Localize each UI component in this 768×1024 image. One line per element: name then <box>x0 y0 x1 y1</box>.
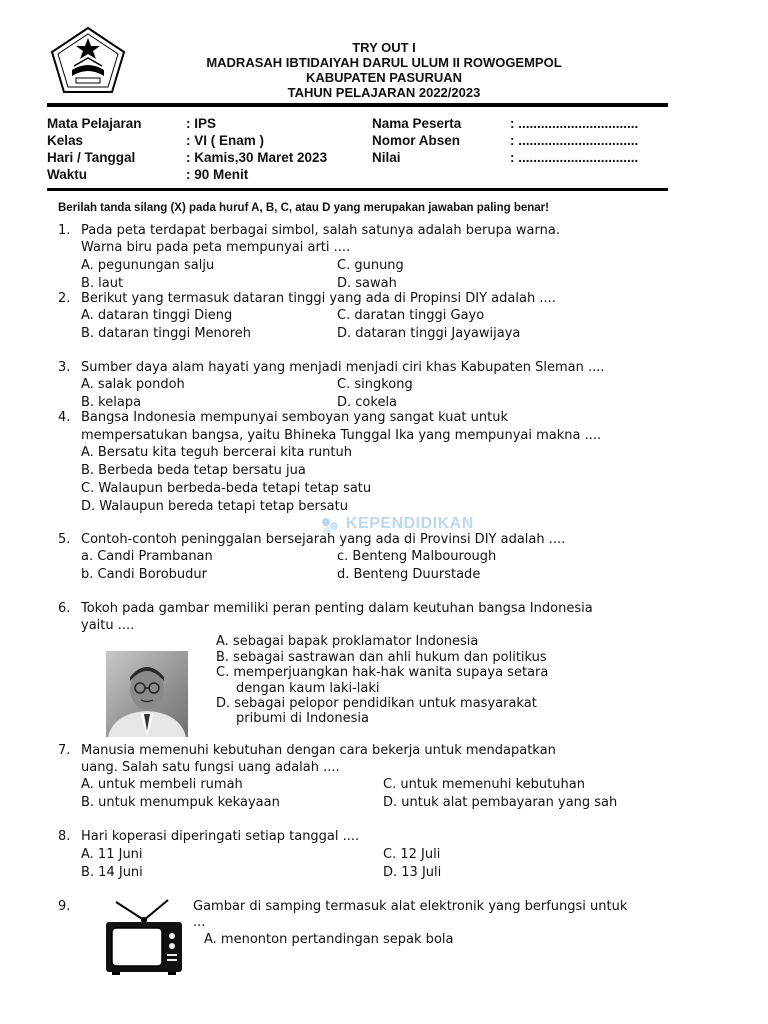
option-b: B. untuk menumpuk kekayaan <box>81 795 280 810</box>
score-label: Nilai <box>372 150 401 165</box>
question-number: 4. <box>58 410 71 425</box>
subject-label: Mata Pelajaran <box>47 116 142 131</box>
option-a: A. dataran tinggi Dieng <box>81 308 233 323</box>
option-c: C. 12 Juli <box>383 847 441 862</box>
student-name-label: Nama Peserta <box>372 116 462 131</box>
option-b: B. laut <box>81 276 124 291</box>
option-b: B. kelapa <box>81 395 142 410</box>
question-number: 2. <box>58 291 71 306</box>
time-label: Waktu <box>47 167 87 182</box>
option-c-continued: dengan kaum laki-laki <box>236 681 380 696</box>
question-text: Pada peta terdapat berbagai simbol, salah satunya adalah berupa warna. <box>81 223 560 238</box>
instruction-text: Berilah tanda silang (X) pada huruf A, B, C, atau D yang merupakan jawaban paling benar! <box>58 202 549 214</box>
question-number: 7. <box>58 743 71 758</box>
question-number: 8. <box>58 829 71 844</box>
option-a: A. untuk membeli rumah <box>81 777 243 792</box>
option-a: A. sebagai bapak proklamator Indonesia <box>216 634 479 649</box>
option-c: C. untuk memenuhi kebutuhan <box>383 777 585 792</box>
student-name-field: : ................................ <box>510 116 639 131</box>
time-value: : 90 Menit <box>186 167 249 182</box>
question-text: Manusia memenuhi kebutuhan dengan cara bekerja untuk mendapatkan <box>81 743 556 758</box>
television-icon <box>102 898 186 976</box>
option-c: C. memperjuangkan hak-hak wanita supaya setara <box>216 665 549 680</box>
option-b: B. dataran tinggi Menoreh <box>81 326 252 341</box>
question-text: Warna biru pada peta mempunyai arti .... <box>81 240 351 255</box>
option-d: D. sawah <box>337 276 397 291</box>
absence-number-label: Nomor Absen <box>372 133 461 148</box>
option-b: B. Berbeda beda tetap bersatu jua <box>81 463 306 478</box>
class-label: Kelas <box>47 133 84 148</box>
option-c: c. Benteng Malbourough <box>337 549 497 564</box>
date-value: : Kamis,30 Maret 2023 <box>186 150 328 165</box>
option-d: d. Benteng Duurstade <box>337 567 481 582</box>
question-text: ... <box>193 915 206 930</box>
question-number: 3. <box>58 360 71 375</box>
score-field: : ................................ <box>510 150 639 165</box>
question-number: 6. <box>58 601 71 616</box>
question-text: Gambar di samping termasuk alat elektronik yang berfungsi untuk <box>193 899 628 914</box>
question-text: Bangsa Indonesia mempunyai semboyan yang sangat kuat untuk <box>81 410 508 425</box>
header-school-name: MADRASAH IBTIDAIYAH DARUL ULUM II ROWOGEMPOL <box>206 55 562 70</box>
question-text: mempersatukan bangsa, yaitu Bhineka Tunggal Ika yang mempunyai makna .... <box>81 428 602 443</box>
option-a: A. 11 Juni <box>81 847 143 862</box>
option-c: C. Walaupun berbeda-beda tetapi tetap satu <box>81 481 372 496</box>
date-label: Hari / Tanggal <box>47 150 136 165</box>
option-d: D. sebagai pelopor pendidikan untuk masyarakat <box>216 696 537 711</box>
option-d: D. Walaupun bereda tetapi tetap bersatu <box>81 499 348 514</box>
header-school-year: TAHUN PELAJARAN 2022/2023 <box>287 85 481 100</box>
absence-number-field: : ................................ <box>510 133 639 148</box>
watermark-text: KEPENDIDIKAN <box>346 515 474 532</box>
option-d: D. 13 Juli <box>383 865 442 880</box>
question-number: 1. <box>58 223 71 238</box>
option-d: D. dataran tinggi Jayawijaya <box>337 326 521 341</box>
class-value: : VI ( Enam ) <box>186 133 265 148</box>
option-a: a. Candi Prambanan <box>81 549 213 564</box>
header-tryout: TRY OUT I <box>352 40 416 55</box>
question-number: 9. <box>58 899 71 914</box>
option-b: B. sebagai sastrawan dan ahli hukum dan politikus <box>216 650 547 665</box>
question-text: Hari koperasi diperingati setiap tanggal .... <box>81 829 360 844</box>
option-d-continued: pribumi di Indonesia <box>236 711 369 726</box>
question-number: 5. <box>58 532 71 547</box>
question-text: Berikut yang termasuk dataran tinggi yang ada di Propinsi DIY adalah .... <box>81 291 556 306</box>
question-text: yaitu .... <box>81 618 135 633</box>
question-text: Sumber daya alam hayati yang menjadi menjadi ciri khas Kabupaten Sleman .... <box>81 360 605 375</box>
option-d: D. untuk alat pembayaran yang sah <box>383 795 618 810</box>
option-a: A. menonton pertandingan sepak bola <box>204 932 454 947</box>
header-divider <box>47 103 668 107</box>
option-b: B. 14 Juni <box>81 865 143 880</box>
option-c: C. daratan tinggi Gayo <box>337 308 485 323</box>
option-d: D. cokela <box>337 395 398 410</box>
option-b: b. Candi Borobudur <box>81 567 208 582</box>
option-c: C. gunung <box>337 258 404 273</box>
option-a: A. salak pondoh <box>81 377 185 392</box>
info-divider <box>47 188 668 191</box>
historical-figure-photo <box>106 651 188 737</box>
option-a: A. Bersatu kita teguh bercerai kita runtuh <box>81 445 352 460</box>
header-regency: KABUPATEN PASURUAN <box>306 70 462 85</box>
question-text: Tokoh pada gambar memiliki peran penting dalam keutuhan bangsa Indonesia <box>81 601 593 616</box>
subject-value: : IPS <box>186 116 217 131</box>
option-a: A. pegunungan salju <box>81 258 215 273</box>
question-text: Contoh-contoh peninggalan bersejarah yang ada di Provinsi DIY adalah .... <box>81 532 566 547</box>
madrasah-logo <box>50 26 126 94</box>
question-text: uang. Salah satu fungsi uang adalah .... <box>81 760 340 775</box>
option-c: C. singkong <box>337 377 413 392</box>
